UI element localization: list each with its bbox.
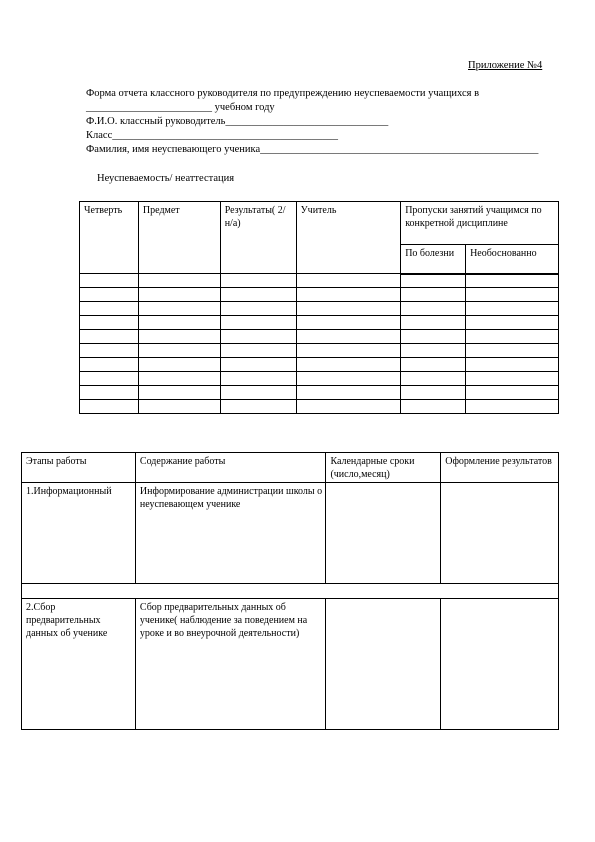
table-row: [80, 372, 559, 386]
class-line: Класс___________________________________________: [86, 130, 338, 141]
empty-cell: [220, 302, 296, 316]
empty-cell: [80, 274, 139, 288]
header-results: Результаты( 2/ н/а): [220, 202, 296, 274]
empty-cell: [220, 330, 296, 344]
empty-cell: [80, 372, 139, 386]
empty-cell: [466, 274, 559, 288]
table-row: [80, 288, 559, 302]
table-row: [80, 386, 559, 400]
empty-cell: [401, 274, 466, 288]
appendix-label: Приложение №4: [468, 60, 543, 71]
empty-cell: [401, 400, 466, 414]
table-row: [22, 599, 559, 730]
empty-cell: [466, 302, 559, 316]
empty-cell: [296, 288, 401, 302]
underperformance-table: [79, 201, 559, 414]
empty-cell: [466, 386, 559, 400]
results-cell: [441, 483, 559, 584]
empty-cell: [138, 302, 220, 316]
empty-cell: [466, 288, 559, 302]
school-year-line: ________________________ учебном году: [86, 102, 275, 113]
empty-cell: [220, 386, 296, 400]
empty-cell: [296, 330, 401, 344]
empty-cell: [296, 400, 401, 414]
empty-cell: [296, 302, 401, 316]
empty-cell: [80, 288, 139, 302]
form-title-line: Форма отчета классного руководителя по предупреждению неуспеваемости учащихся в: [86, 88, 480, 99]
empty-cell: [296, 344, 401, 358]
header-stages: Этапы работы: [22, 453, 136, 483]
empty-cell: [138, 400, 220, 414]
content-cell: Сбор предварительных данных об ученике( наблюдение за поведением на уроке и во внеурочной деятельности): [135, 599, 326, 730]
empty-cell: [138, 358, 220, 372]
header-subject: Предмет: [138, 202, 220, 274]
empty-cell: [401, 316, 466, 330]
header-content: Содержание работы: [135, 453, 326, 483]
empty-cell: [220, 274, 296, 288]
table-row: [80, 358, 559, 372]
table-row: [80, 274, 559, 288]
content-cell: Информирование администрации школы о неуспевающем ученике: [135, 483, 326, 584]
empty-cell: [296, 372, 401, 386]
empty-cell: [138, 316, 220, 330]
empty-cell: [220, 358, 296, 372]
empty-cell: [401, 386, 466, 400]
table-row: [80, 344, 559, 358]
empty-cell: [466, 330, 559, 344]
stage-cell: 1.Информационный: [22, 483, 136, 584]
table-row: [80, 316, 559, 330]
table-row: [80, 330, 559, 344]
empty-cell: [466, 316, 559, 330]
dates-cell: [326, 483, 441, 584]
empty-cell: [401, 344, 466, 358]
empty-cell: [220, 400, 296, 414]
empty-cell: [80, 386, 139, 400]
stage-cell: 2.Сбор предварительных данных об ученике: [22, 599, 136, 730]
header-absences: Пропуски занятий учащимся по конкретной дисциплине: [401, 202, 559, 245]
dates-cell: [326, 599, 441, 730]
work-stages-table: [21, 452, 559, 730]
teacher-name-line: Ф.И.О. классный руководитель_______________________________: [86, 116, 389, 127]
empty-cell: [80, 316, 139, 330]
empty-cell: [401, 288, 466, 302]
header-results: Оформление результатов: [441, 453, 559, 483]
empty-cell: [80, 302, 139, 316]
empty-cell: [138, 344, 220, 358]
empty-cell: [138, 330, 220, 344]
empty-cell: [80, 330, 139, 344]
empty-cell: [80, 400, 139, 414]
empty-cell: [138, 386, 220, 400]
empty-cell: [296, 274, 401, 288]
header-teacher: Учитель: [296, 202, 401, 274]
empty-cell: [401, 358, 466, 372]
empty-cell: [401, 302, 466, 316]
empty-cell: [401, 372, 466, 386]
results-cell: [441, 599, 559, 730]
empty-cell: [220, 344, 296, 358]
empty-cell: [401, 330, 466, 344]
empty-cell: [296, 316, 401, 330]
empty-cell: [466, 358, 559, 372]
table-row: [22, 483, 559, 584]
empty-cell: [138, 288, 220, 302]
table-spacer-row: [22, 584, 559, 599]
empty-cell: [220, 288, 296, 302]
empty-cell: [466, 400, 559, 414]
empty-cell: [220, 372, 296, 386]
empty-cell: [138, 274, 220, 288]
table-row: [80, 302, 559, 316]
header-dates: Календарные сроки (число,месяц): [326, 453, 441, 483]
empty-cell: [466, 372, 559, 386]
header-sick: По болезни: [401, 245, 466, 274]
student-name-line: Фамилия, имя неуспевающего ученика_____________________________________________________: [86, 144, 539, 155]
empty-cell: [80, 358, 139, 372]
empty-cell: [80, 344, 139, 358]
empty-cell: [296, 358, 401, 372]
empty-cell: [138, 372, 220, 386]
empty-cell: [466, 344, 559, 358]
section-label: Неуспеваемость/ неаттестация: [97, 173, 235, 184]
empty-cell: [296, 386, 401, 400]
header-unjustified: Необоснованно: [466, 245, 559, 274]
empty-cell: [220, 316, 296, 330]
header-quarter: Четверть: [80, 202, 139, 274]
table-row: [80, 400, 559, 414]
